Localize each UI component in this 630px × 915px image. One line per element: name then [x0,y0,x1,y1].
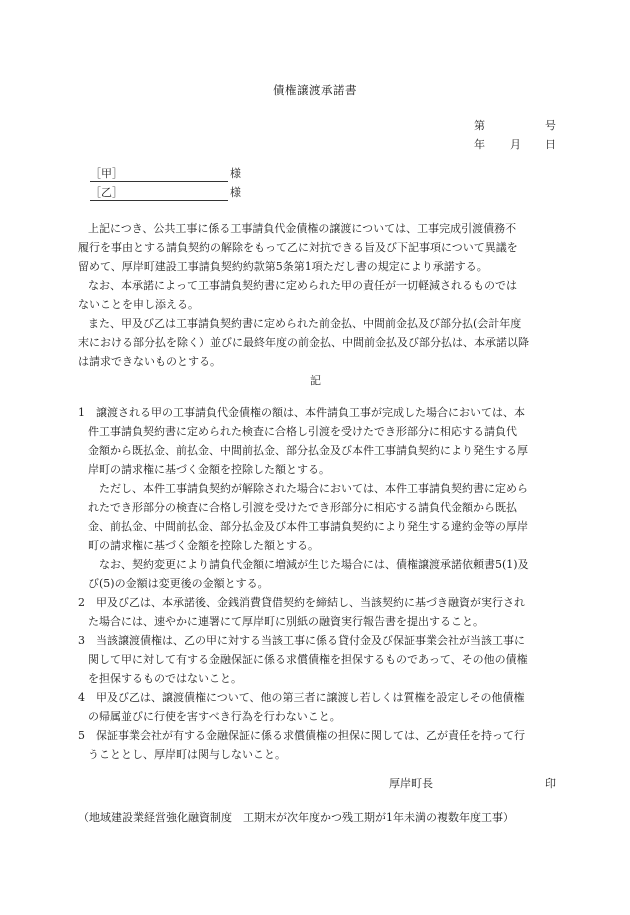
intro-line: 履行を事由とする請負契約の解除をもって乙に対抗できる旨及び下記事項について異議を [78,241,518,254]
number-label-dai: 第 [474,119,485,132]
item-line: た場合には、速やかに連署にて厚岸町に別紙の融資実行報告書を提出すること。 [88,615,484,628]
intro-line: また、甲及び乙は工事請負契約書に定められた前金払、中間前金払及び部分払(会計年度 [88,317,522,330]
ki-heading: 記 [310,374,321,387]
intro-line: ないことを申し添える。 [78,298,199,311]
item-line: うこととし、厚岸町は関与しないこと。 [88,748,286,761]
item-line: 岸町の請求権に基づく金額を控除した額とする。 [88,463,330,476]
date-label-day: 日 [545,138,556,151]
date-label-month: 月 [510,138,521,151]
item-line: 4 甲及び乙は、譲渡債権について、他の第三者に譲渡し若しくは質権を設定しその他債権 [78,691,525,704]
date-label-year: 年 [474,138,485,151]
intro-line: 留めて、厚岸町建設工事請負契約約款第5条第1項ただし書の規定により承諾する。 [78,260,488,273]
item-line: 金、前払金、中間前払金、部分払金及び本件工事請負契約により発生する違約金等の厚岸 [88,520,528,533]
item-line: 関して甲に対して有する金融保証に係る求償債権を担保するものであって、その他の債権 [88,653,528,666]
item-line: れたでき形部分の検査に合格し引渡を受けたでき形部分に相応する請負代金額から既払 [88,501,517,514]
party-a-sama: 様 [230,167,241,180]
number-label-go: 号 [545,119,556,132]
item-line: び(5)の金額は変更後の金額とする。 [88,577,269,590]
seal-mark: 印 [545,777,556,790]
item-line: 件工事請負契約書に定められた検査に合格し引渡を受けたでき形部分に相応する請負代 [88,425,517,438]
item-line: の帰属並びに行使を害すべき行為を行わないこと。 [88,710,341,723]
party-b-sama: 様 [230,186,241,199]
intro-line: 末における部分払を除く）並びに最終年度の前金払、中間前金払及び部分払は、本承諾以降 [78,336,529,349]
item-line: 3 当該譲渡債権は、乙の甲に対する当該工事に係る貸付金及び保証事業会社が当該工事に [78,634,525,647]
intro-line: は請求できないものとする。 [78,355,221,368]
party-a-label: ［甲］ [90,167,123,180]
item-line: なお、契約変更により請負代金額に増減が生じた場合には、債権譲渡承諾依頼書5(1)及 [99,558,529,571]
item-line: を担保するものではないこと。 [88,672,242,685]
party-b-label: ［乙］ [90,186,123,199]
signer-label: 厚岸町長 [389,777,433,790]
intro-line: 上記につき、公共工事に係る工事請負代金債権の譲渡については、工事完成引渡債務不 [88,222,517,235]
item-line: 1 譲渡される甲の工事請負代金債権の額は、本件請負工事が完成した場合においては、本 [78,406,525,419]
footer-note: （地域建設業経営強化融資制度 工期末が次年度かつ残工期が1年未満の複数年度工事） [78,811,514,824]
item-line: 5 保証事業会社が有する金融保証に係る求償債権の担保に関しては、乙が責任を持って行 [78,729,525,742]
item-line: 町の請求権に基づく金額を控除した額とする。 [88,539,319,552]
item-line: 2 甲及び乙は、本承諾後、金銭消費貸借契約を締結し、当該契約に基づき融資が実行され [78,596,525,609]
item-line: 金額から既払金、前払金、中間前払金、部分払金及び本件工事請負契約により発生する厚 [88,444,528,457]
intro-line: なお、本承諾によって工事請負契約書に定められた甲の責任が一切軽減されるものでは [88,279,517,292]
document-title: 債権譲渡承諾書 [273,83,357,97]
item-line: ただし、本件工事請負契約が解除された場合においては、本件工事請負契約書に定めら [99,482,528,495]
